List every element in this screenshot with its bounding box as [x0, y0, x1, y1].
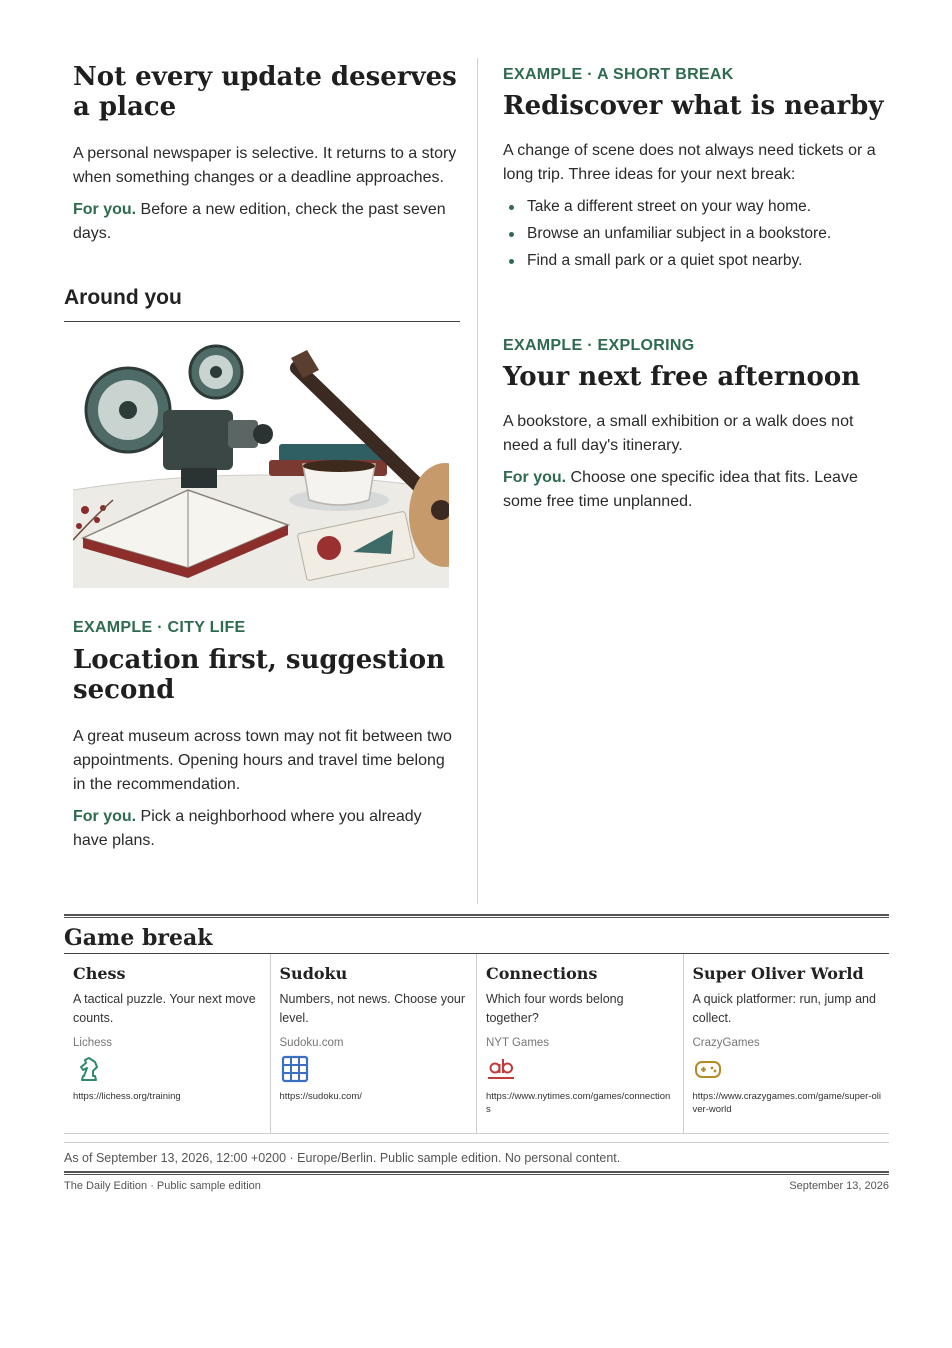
game-card-connections[interactable]: [477, 954, 684, 1133]
game-card-chess[interactable]: [64, 954, 271, 1133]
gamepad-icon: [693, 1054, 723, 1084]
list-item: Find a small park or a quiet spot nearby.: [503, 247, 889, 274]
for-you-note: [503, 466, 889, 514]
for-you-label: For you.: [503, 469, 567, 486]
for-you-note: [73, 805, 460, 853]
game-source: NYT Games: [486, 1037, 550, 1049]
left-column: [64, 58, 460, 853]
footer-double-rule: [64, 1171, 889, 1175]
section-double-rule: [64, 914, 889, 918]
game-break-section: [64, 914, 889, 1134]
for-you-label: For you.: [73, 201, 137, 218]
article-kicker: EXAMPLE · CITY LIFE: [73, 619, 246, 636]
idea-list: [503, 193, 889, 274]
section-title: Around you: [64, 286, 182, 309]
article-title: Your next free afternoon: [503, 362, 861, 392]
ab-letters-icon: [486, 1054, 516, 1084]
article-body: A great museum across town may not fit between two appointments. Opening hours and travel time belong in the recommendation.: [73, 728, 452, 793]
footer-publication: The Daily Edition · Public sample edition: [64, 1180, 261, 1192]
game-card-super-oliver-world[interactable]: [684, 954, 890, 1133]
game-source: Sudoku.com: [279, 1037, 344, 1049]
for-you-label: For you.: [73, 808, 137, 825]
game-grid: [64, 953, 889, 1134]
article-title: Location first, suggestion second: [73, 645, 446, 705]
game-link[interactable]: https://www.nytimes.com/games/connections: [486, 1091, 671, 1115]
article-kicker: EXAMPLE · EXPLORING: [503, 337, 695, 354]
game-source: Lichess: [73, 1037, 112, 1049]
game-source: CrazyGames: [692, 1037, 760, 1049]
game-name: Sudoku: [279, 964, 348, 983]
chess-knight-icon: [73, 1054, 103, 1084]
for-you-text: Choose one specific idea that fits. Leave some free time unplanned.: [503, 469, 858, 510]
article-body: A personal newspaper is selective. It returns to a story when something changes or a deadline approaches.: [73, 145, 457, 186]
game-description: Which four words belong together?: [486, 992, 624, 1025]
list-item: Take a different street on your way home.: [503, 193, 889, 220]
article-body: A change of scene does not always need tickets or a long trip. Three ideas for your next break:: [503, 142, 876, 183]
game-description: A tactical puzzle. Your next move counts.: [73, 992, 256, 1025]
section-rule: [64, 321, 460, 322]
for-you-text: Before a new edition, check the past seven days.: [73, 201, 446, 242]
game-name: Super Oliver World: [692, 964, 864, 983]
edition-timestamp: As of September 13, 2026, 12:00 +0200 · Europe/Berlin. Public sample edition. No personal content.: [64, 1142, 889, 1165]
for-you-note: [73, 198, 460, 246]
section-title: Game break: [64, 925, 213, 951]
footer-date: September 13, 2026: [789, 1180, 889, 1192]
article-title: Not every update deserves a place: [73, 62, 457, 122]
game-name: Connections: [486, 964, 598, 983]
article-kicker: EXAMPLE · A SHORT BREAK: [503, 66, 734, 83]
right-column: [503, 58, 889, 514]
grid-icon: [280, 1054, 310, 1084]
game-link[interactable]: https://sudoku.com/: [279, 1091, 362, 1102]
article-title: Rediscover what is nearby: [503, 91, 884, 121]
column-divider: [477, 58, 478, 904]
list-item: Browse an unfamiliar subject in a bookstore.: [503, 220, 889, 247]
game-link[interactable]: https://www.crazygames.com/game/super-oliver-world: [692, 1091, 881, 1115]
game-link[interactable]: https://lichess.org/training: [73, 1091, 181, 1102]
game-description: Numbers, not news. Choose your level.: [279, 992, 466, 1025]
for-you-text: Pick a neighborhood where you already have plans.: [73, 808, 422, 849]
game-description: A quick platformer: run, jump and collect.: [692, 992, 876, 1025]
feature-illustration: [73, 340, 449, 588]
article-body: A bookstore, a small exhibition or a walk does not need a full day's itinerary.: [503, 413, 854, 454]
page-footer: [64, 1180, 889, 1192]
game-card-sudoku[interactable]: [271, 954, 478, 1133]
game-name: Chess: [73, 964, 126, 983]
